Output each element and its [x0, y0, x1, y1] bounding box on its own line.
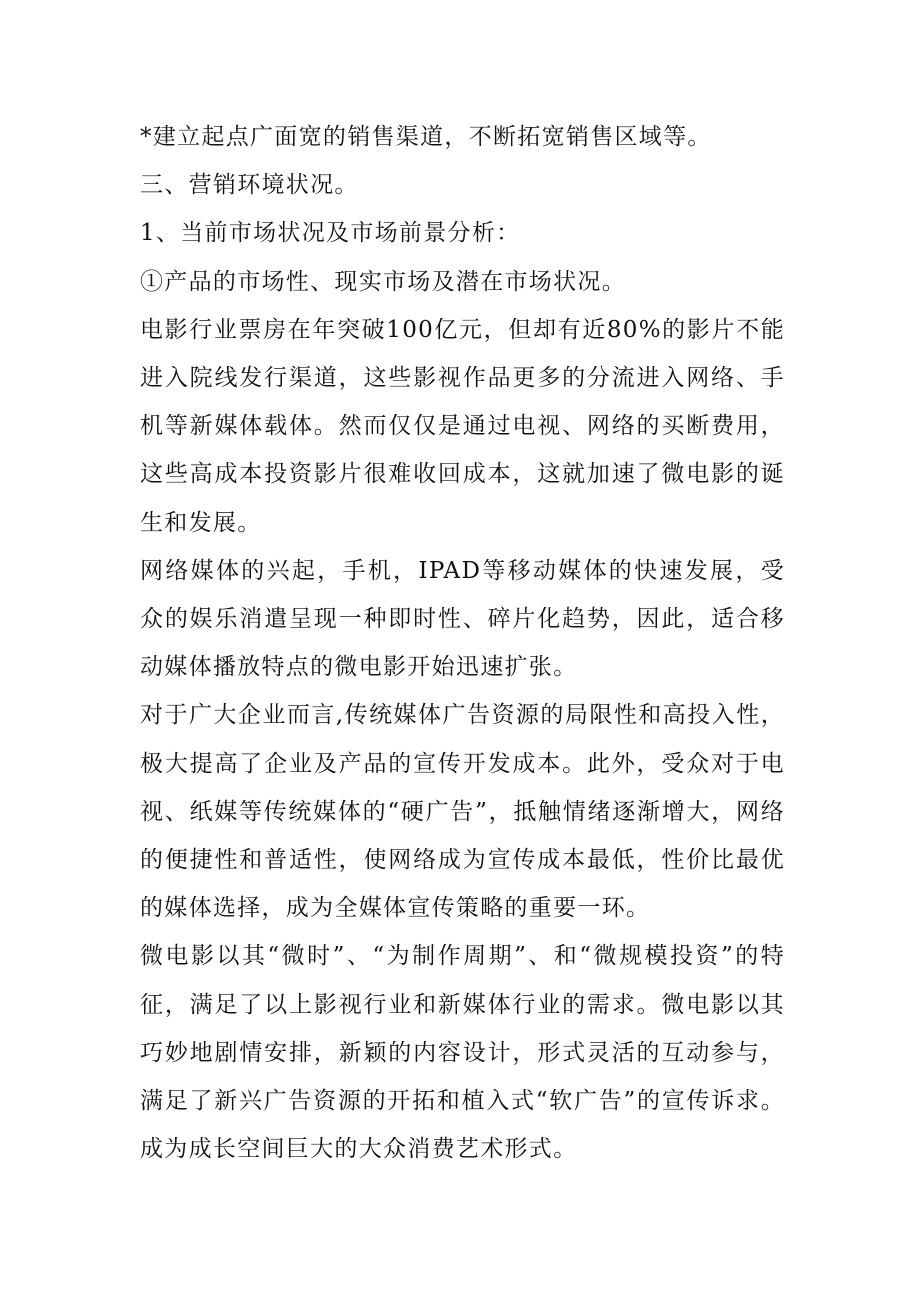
paragraph-mobile-media: 网络媒体的兴起，手机，IPAD等移动媒体的快速发展，受众的娱乐消遣呈现一种即时性、碎片化趋势，因此，适合移动媒体播放特点的微电影开始迅速扩张。	[140, 557, 785, 681]
subsection-heading-market-analysis: 1、当前市场状况及市场前景分析：	[140, 220, 521, 247]
section-heading-marketing-environment: 三、营销环境状况。	[140, 172, 359, 199]
paragraph-micro-film-features: 微电影以其“微时”、“为制作周期”、和“微规模投资”的特征，满足了以上影视行业和新媒体行业的需求。微电影以其巧妙地剧情安排，新颖的内容设计，形式灵活的互动参与，满足了新兴广告资源的开拓和植入式“软广告”的宣传诉求。成为成长空间巨大的大众消费艺术形式。	[140, 943, 785, 1163]
document-body	[140, 113, 785, 1173]
paragraph-enterprise-advertising: 对于广大企业而言,传统媒体广告资源的局限性和高投入性，极大提高了企业及产品的宣传开发成本。此外，受众对于电视、纸媒等传统媒体的“硬广告”，抵触情绪逐渐增大，网络的便捷性和普适性，使网络成为宣传成本最低，性价比最优的媒体选择，成为全媒体宣传策略的重要一环。	[140, 702, 785, 922]
subsection-item-market-status: ①产品的市场性、现实市场及潜在市场状况。	[140, 268, 626, 295]
paragraph-bullet-sales-channel: *建立起点广面宽的销售渠道，不断拓宽销售区域等。	[140, 124, 712, 150]
paragraph-box-office: 电影行业票房在年突破100亿元，但却有近80%的影片不能进入院线发行渠道，这些影视作品更多的分流进入网络、手机等新媒体载体。然而仅仅是通过电视、网络的买断费用，这些高成本投资影片很难收回成本，这就加速了微电影的诞生和发展。	[140, 316, 785, 536]
